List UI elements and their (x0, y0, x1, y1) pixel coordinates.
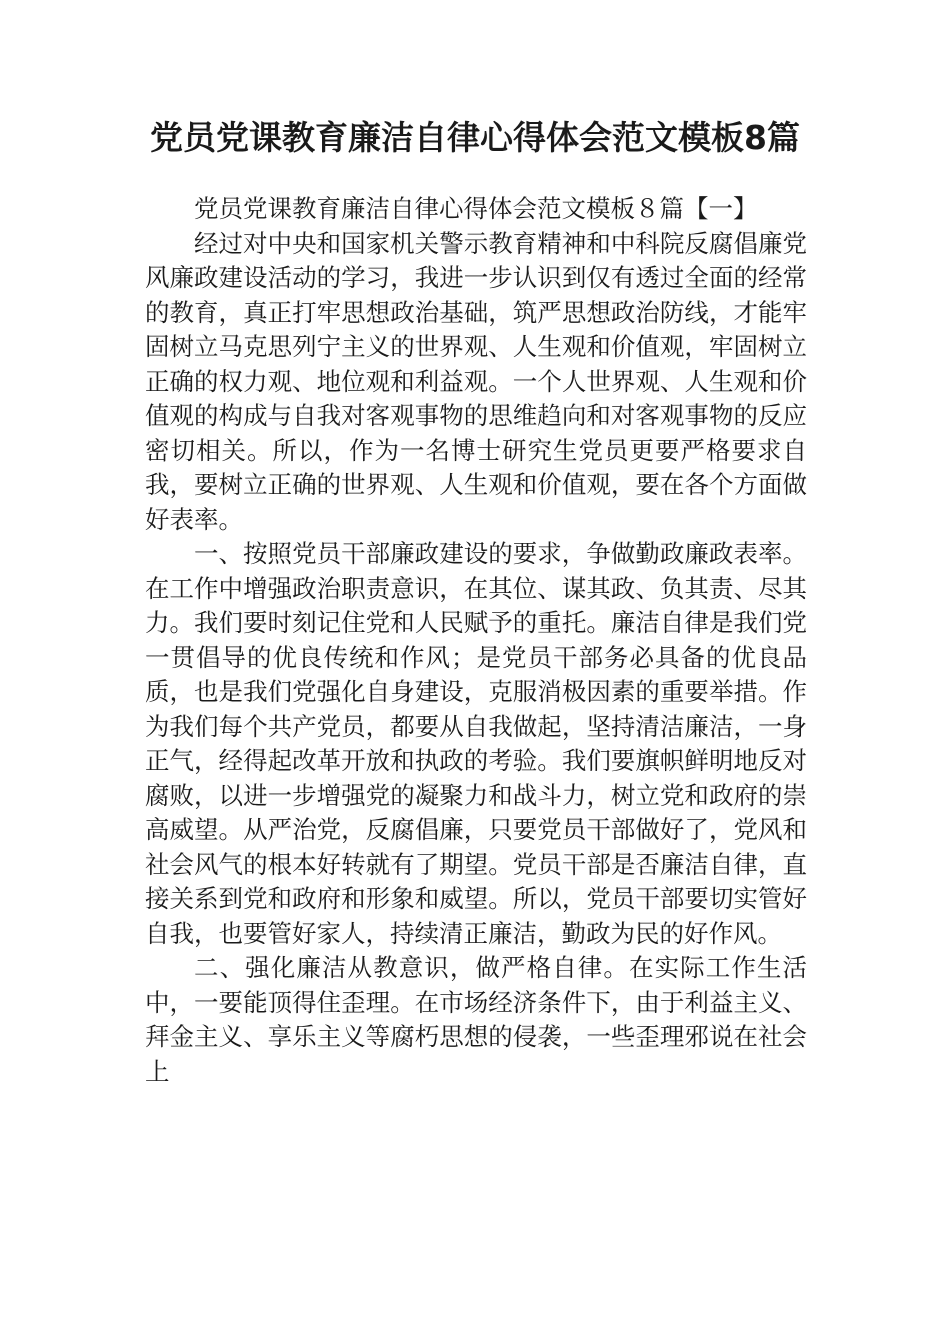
document-title: 党员党课教育廉洁自律心得体会范文模板8篇 (150, 118, 800, 157)
section-heading: 党员党课教育廉洁自律心得体会范文模板８篇【一】 (194, 194, 758, 223)
paragraph: 一、按照党员干部廉政建设的要求，争做勤政廉政表率。在工作中增强政治职责意识，在其位、谋其政、负其责、尽其力。我们要时刻记住党和人民赋予的重托。廉洁自律是我们党一贯倡导的优良传统和作风；是党员干部务必具备的优良品质，也是我们党强化自身建设，克服消极因素的重要举措。作为我们每个共产党员，都要从自我做起，坚持清洁廉洁，一身正气，经得起改革开放和执政的考验。我们要旗帜鲜明地反对腐败，以进一步增强党的凝聚力和战斗力，树立党和政府的崇高威望。从严治党，反腐倡廉，只要党员干部做好了，党风和社会风气的根本好转就有了期望。党员干部是否廉洁自律，直接关系到党和政府和形象和威望。所以，党员干部要切实管好自我，也要管好家人，持续清正廉洁，勤政为民的好作风。 (145, 539, 807, 948)
document-body (145, 192, 807, 1089)
paragraph: 经过对中央和国家机关警示教育精神和中科院反腐倡廉党风廉政建设活动的学习，我进一步认识到仅有透过全面的经常的教育，真正打牢思想政治基础，筑严思想政治防线，才能牢固树立马克思列宁主义的世界观、人生观和价值观，牢固树立正确的权力观、地位观和利益观。一个人世界观、人生观和价值观的构成与自我对客观事物的思维趋向和对客观事物的反应密切相关。所以，作为一名博士研究生党员更要严格要求自我，要树立正确的世界观、人生观和价值观，要在各个方面做好表率。 (145, 228, 807, 534)
paragraph: 二、强化廉洁从教意识，做严格自律。在实际工作生活中，一要能顶得住歪理。在市场经济条件下，由于利益主义、拜金主义、享乐主义等腐朽思想的侵袭，一些歪理邪说在社会上 (145, 953, 807, 1086)
